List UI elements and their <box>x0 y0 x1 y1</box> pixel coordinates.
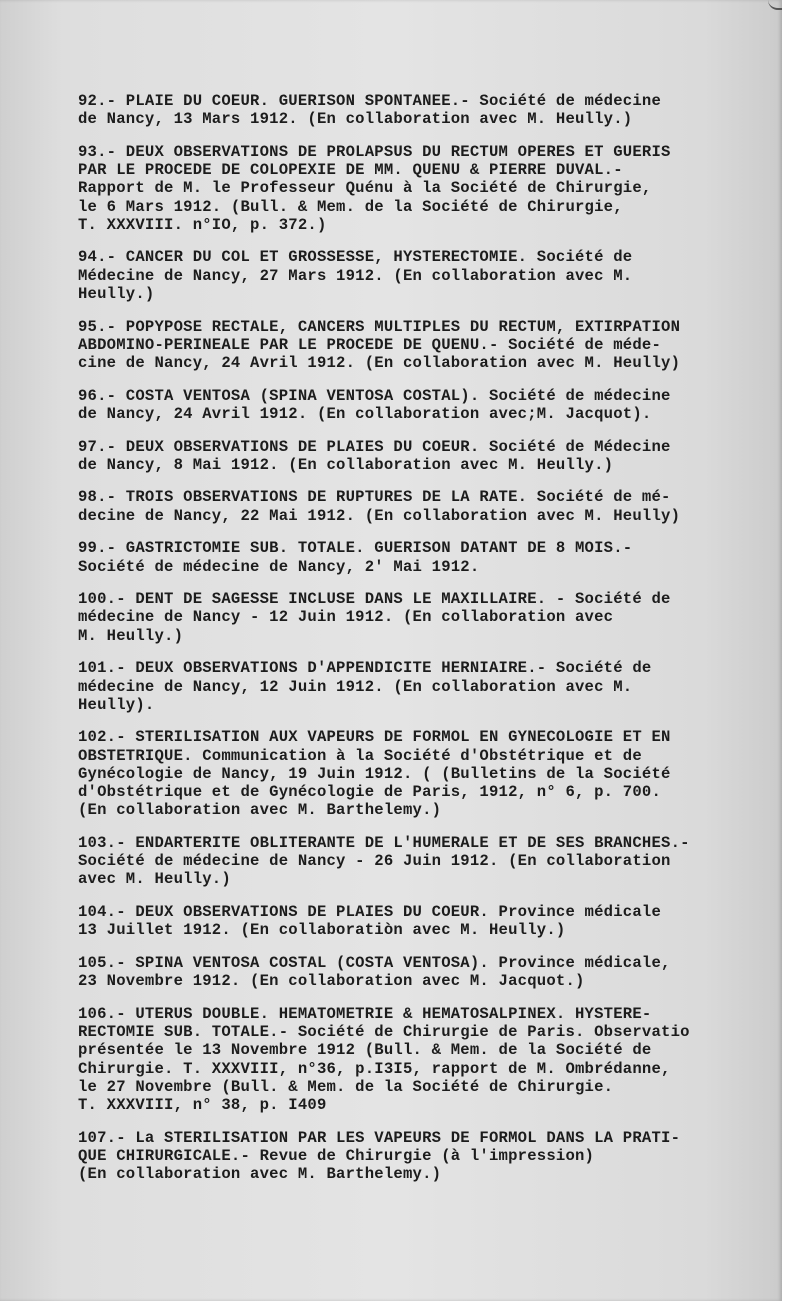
entry-line: Médecine de Nancy, 27 Mars 1912. (En collaboration avec M. <box>78 266 633 285</box>
entry-line: 97.- DEUX OBSERVATIONS DE PLAIES DU COEUR. Société de Médecine <box>78 437 671 456</box>
entry-line: le 6 Mars 1912. (Bull. & Mem. de la Société de Chirurgie, <box>78 197 623 216</box>
entry-line: Chirurgie. T. XXXVIII, n°36, p.I3I5, rapport de M. Ombrédanne, <box>78 1059 671 1078</box>
page-corner-mark <box>768 0 782 10</box>
entry-line: de Nancy, 24 Avril 1912. (En collaboration avec;M. Jacquot). <box>78 404 652 423</box>
entry-line: 93.- DEUX OBSERVATIONS DE PROLAPSUS DU RECTUM OPERES ET GUERIS <box>78 142 671 161</box>
entry-line: T. XXXVIII. n°IO, p. 372.) <box>78 215 327 234</box>
entry-line: 13 Juillet 1912. (En collaboratiòn avec M. Heully.) <box>78 921 566 940</box>
publication-entry <box>78 903 794 939</box>
entry-line: 94.- CANCER DU COL ET GROSSESSE, HYSTERECTOMIE. Société de <box>78 248 633 267</box>
entry-line: PAR LE PROCEDE DE COLOPEXIE DE MM. QUENU & PIERRE DUVAL.- <box>78 161 623 180</box>
entry-line: T. XXXVIII, n° 38, p. I409 <box>78 1095 327 1114</box>
publication-entry <box>78 954 794 990</box>
entry-line: 105.- SPINA VENTOSA COSTAL (COSTA VENTOSA). Province médicale, <box>78 954 671 973</box>
entry-line: 101.- DEUX OBSERVATIONS D'APPENDICITE HERNIAIRE.- Société de <box>78 659 652 678</box>
entry-line: ABDOMINO-PERINEALE PAR LE PROCEDE DE QUENU.- Société de méde- <box>78 335 662 354</box>
entry-line: 107.- La STERILISATION PAR LES VAPEURS DE FORMOL DANS LA PRATI- <box>78 1128 681 1147</box>
publication-entry <box>78 92 794 128</box>
publication-entry <box>78 728 794 819</box>
publication-entry <box>78 143 794 234</box>
entry-line: (En collaboration avec M. Barthelemy.) <box>78 801 442 820</box>
publication-list <box>78 92 794 1198</box>
entry-line: M. Heully.) <box>78 626 184 645</box>
entry-line: 92.- PLAIE DU COEUR. GUERISON SPONTANEE.- Société de médecine <box>78 92 662 110</box>
entry-line: 102.- STERILISATION AUX VAPEURS DE FORMOL EN GYNECOLOGIE ET EN <box>78 728 671 747</box>
entry-line: d'Obstétrique et de Gynécologie de Paris, 1912, n° 6, p. 700. <box>78 783 662 802</box>
entry-line: médecine de Nancy - 12 Juin 1912. (En collaboration avec <box>78 608 614 627</box>
entry-line: decine de Nancy, 22 Mai 1912. (En collaboration avec M. Heully) <box>78 506 681 525</box>
entry-line: 98.- TROIS OBSERVATIONS DE RUPTURES DE LA RATE. Société de mé- <box>78 488 671 507</box>
publication-entry <box>78 590 794 645</box>
entry-line: de Nancy, 8 Mai 1912. (En collaboration avec M. Heully.) <box>78 455 614 474</box>
entry-line: Heully). <box>78 695 155 714</box>
publication-entry <box>78 1129 794 1184</box>
entry-line: OBSTETRIQUE. Communication à la Société d'Obstétrique et de <box>78 746 642 765</box>
publication-entry <box>78 834 794 889</box>
entry-line: 95.- POPYPOSE RECTALE, CANCERS MULTIPLES DU RECTUM, EXTIRPATION <box>78 317 681 336</box>
entry-line: RECTOMIE SUB. TOTALE.- Société de Chirurgie de Paris. Observatio <box>78 1023 690 1042</box>
publication-entry <box>78 488 794 524</box>
entry-line: 100.- DENT DE SAGESSE INCLUSE DANS LE MAXILLAIRE. - Société de <box>78 590 671 609</box>
entry-line: Heully.) <box>78 284 155 303</box>
entry-line: Gynécologie de Nancy, 19 Juin 1912. ( (Bulletins de la Société <box>78 764 671 783</box>
entry-line: 96.- COSTA VENTOSA (SPINA VENTOSA COSTAL). Société de médecine <box>78 386 671 405</box>
entry-line: Société de médecine de Nancy, 2' Mai 1912. <box>78 557 480 576</box>
publication-entry <box>78 539 794 575</box>
entry-line: de Nancy, 13 Mars 1912. (En collaboration avec M. Heully.) <box>78 110 633 129</box>
entry-line: Société de médecine de Nancy - 26 Juin 1912. (En collaboration <box>78 852 671 871</box>
entry-line: médecine de Nancy, 12 Juin 1912. (En collaboration avec M. <box>78 677 633 696</box>
publication-entry <box>78 438 794 474</box>
entry-line: présentée le 13 Novembre 1912 (Bull. & Mem. de la Société de <box>78 1041 652 1060</box>
publication-entry <box>78 248 794 303</box>
entry-line: QUE CHIRURGICALE.- Revue de Chirurgie (à l'impression) <box>78 1146 595 1165</box>
entry-line: (En collaboration avec M. Barthelemy.) <box>78 1165 442 1184</box>
entry-line: cine de Nancy, 24 Avril 1912. (En collaboration avec M. Heully) <box>78 353 681 372</box>
entry-line: 106.- UTERUS DOUBLE. HEMATOMETRIE & HEMATOSALPINEX. HYSTERE- <box>78 1004 652 1023</box>
entry-line: avec M. Heully.) <box>78 870 231 889</box>
entry-line: 104.- DEUX OBSERVATIONS DE PLAIES DU COEUR. Province médicale <box>78 903 662 922</box>
publication-entry <box>78 318 794 373</box>
publication-entry <box>78 1005 794 1114</box>
entry-line: 99.- GASTRICTOMIE SUB. TOTALE. GUERISON DATANT DE 8 MOIS.- <box>78 539 633 558</box>
entry-line: 103.- ENDARTERITE OBLITERANTE DE L'HUMERALE ET DE SES BRANCHES.- <box>78 834 690 852</box>
publication-entry <box>78 659 794 714</box>
entry-line: 23 Novembre 1912. (En collaboration avec M. Jacquot.) <box>78 972 585 991</box>
entry-line: le 27 Novembre (Bull. & Mem. de la Société de Chirurgie. <box>78 1077 614 1096</box>
entry-line: Rapport de M. le Professeur Quénu à la Société de Chirurgie, <box>78 179 652 198</box>
publication-entry <box>78 387 794 423</box>
